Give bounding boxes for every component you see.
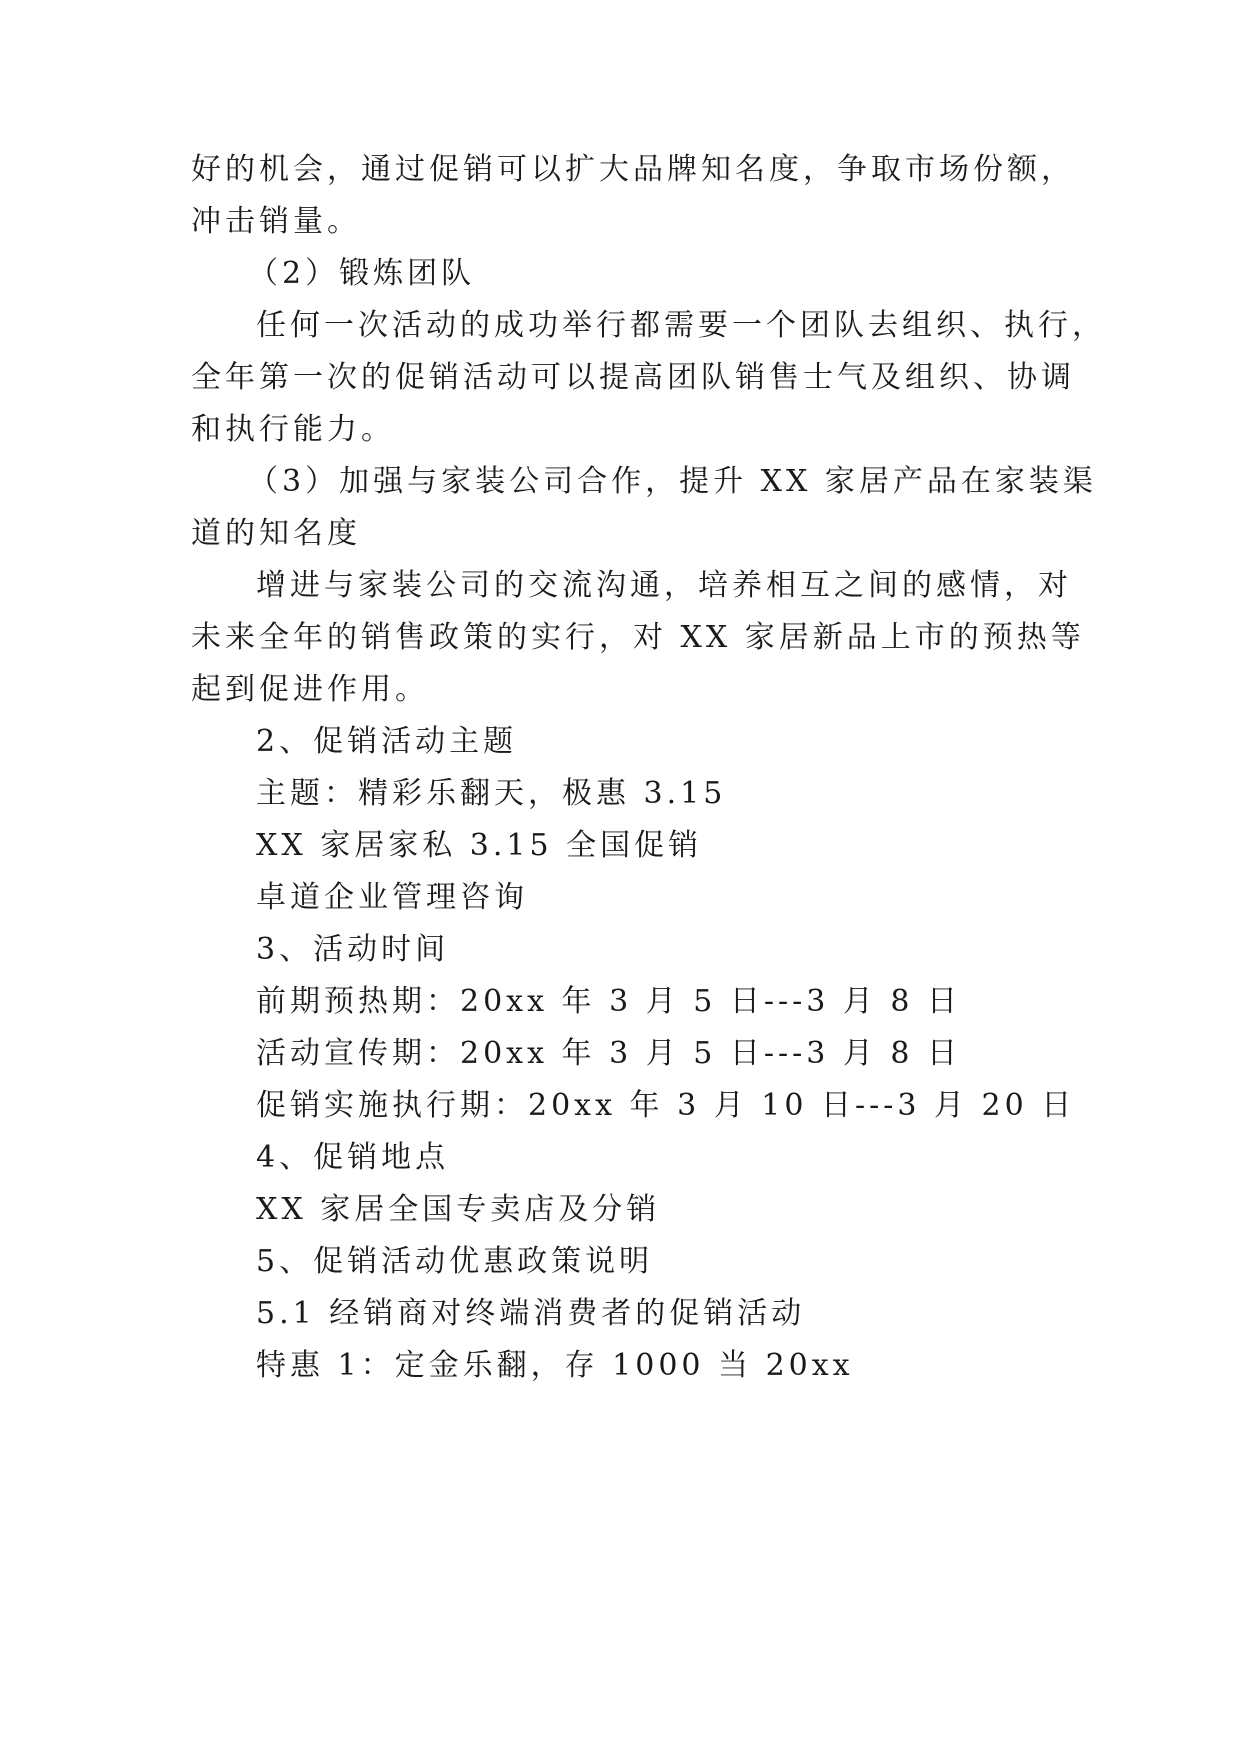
section-heading: 4、促销地点 xyxy=(256,1140,450,1175)
text-line: 5.1 经销商对终端消费者的促销活动 xyxy=(256,1296,806,1331)
subheading: （2）锻炼团队 xyxy=(248,256,476,291)
text-line: 未来全年的销售政策的实行，对 XX 家居新品上市的预热等 xyxy=(191,620,1085,655)
text-line: 促销实施执行期：20xx 年 3 月 10 日---3 月 20 日 xyxy=(256,1088,1076,1123)
text-line: 起到促进作用。 xyxy=(191,672,429,707)
text-line: 增进与家装公司的交流沟通，培养相互之间的感情，对 xyxy=(256,568,1072,603)
text-line: 主题：精彩乐翻天，极惠 3.15 xyxy=(256,776,727,811)
section-heading: 5、促销活动优惠政策说明 xyxy=(256,1244,654,1279)
text-line: 前期预热期：20xx 年 3 月 5 日---3 月 8 日 xyxy=(256,984,962,1019)
section-heading: 2、促销活动主题 xyxy=(256,724,518,759)
text-line: 冲击销量。 xyxy=(191,204,361,239)
section-heading: 3、活动时间 xyxy=(256,932,450,967)
text-line: 好的机会，通过促销可以扩大品牌知名度，争取市场份额， xyxy=(191,152,1075,187)
text-line: XX 家居全国专卖店及分销 xyxy=(256,1192,661,1227)
text-line: 卓道企业管理咨询 xyxy=(256,880,528,915)
text-line: 道的知名度 xyxy=(191,516,361,551)
text-line: 任何一次活动的成功举行都需要一个团队去组织、执行， xyxy=(256,308,1106,343)
subheading: （3）加强与家装公司合作，提升 XX 家居产品在家装渠 xyxy=(248,464,1097,499)
text-line: XX 家居家私 3.15 全国促销 xyxy=(256,828,703,863)
text-line: 活动宣传期：20xx 年 3 月 5 日---3 月 8 日 xyxy=(256,1036,962,1071)
text-line: 全年第一次的促销活动可以提高团队销售士气及组织、协调 xyxy=(191,360,1075,395)
text-line: 特惠 1：定金乐翻，存 1000 当 20xx xyxy=(256,1348,854,1383)
text-line: 和执行能力。 xyxy=(191,412,395,447)
